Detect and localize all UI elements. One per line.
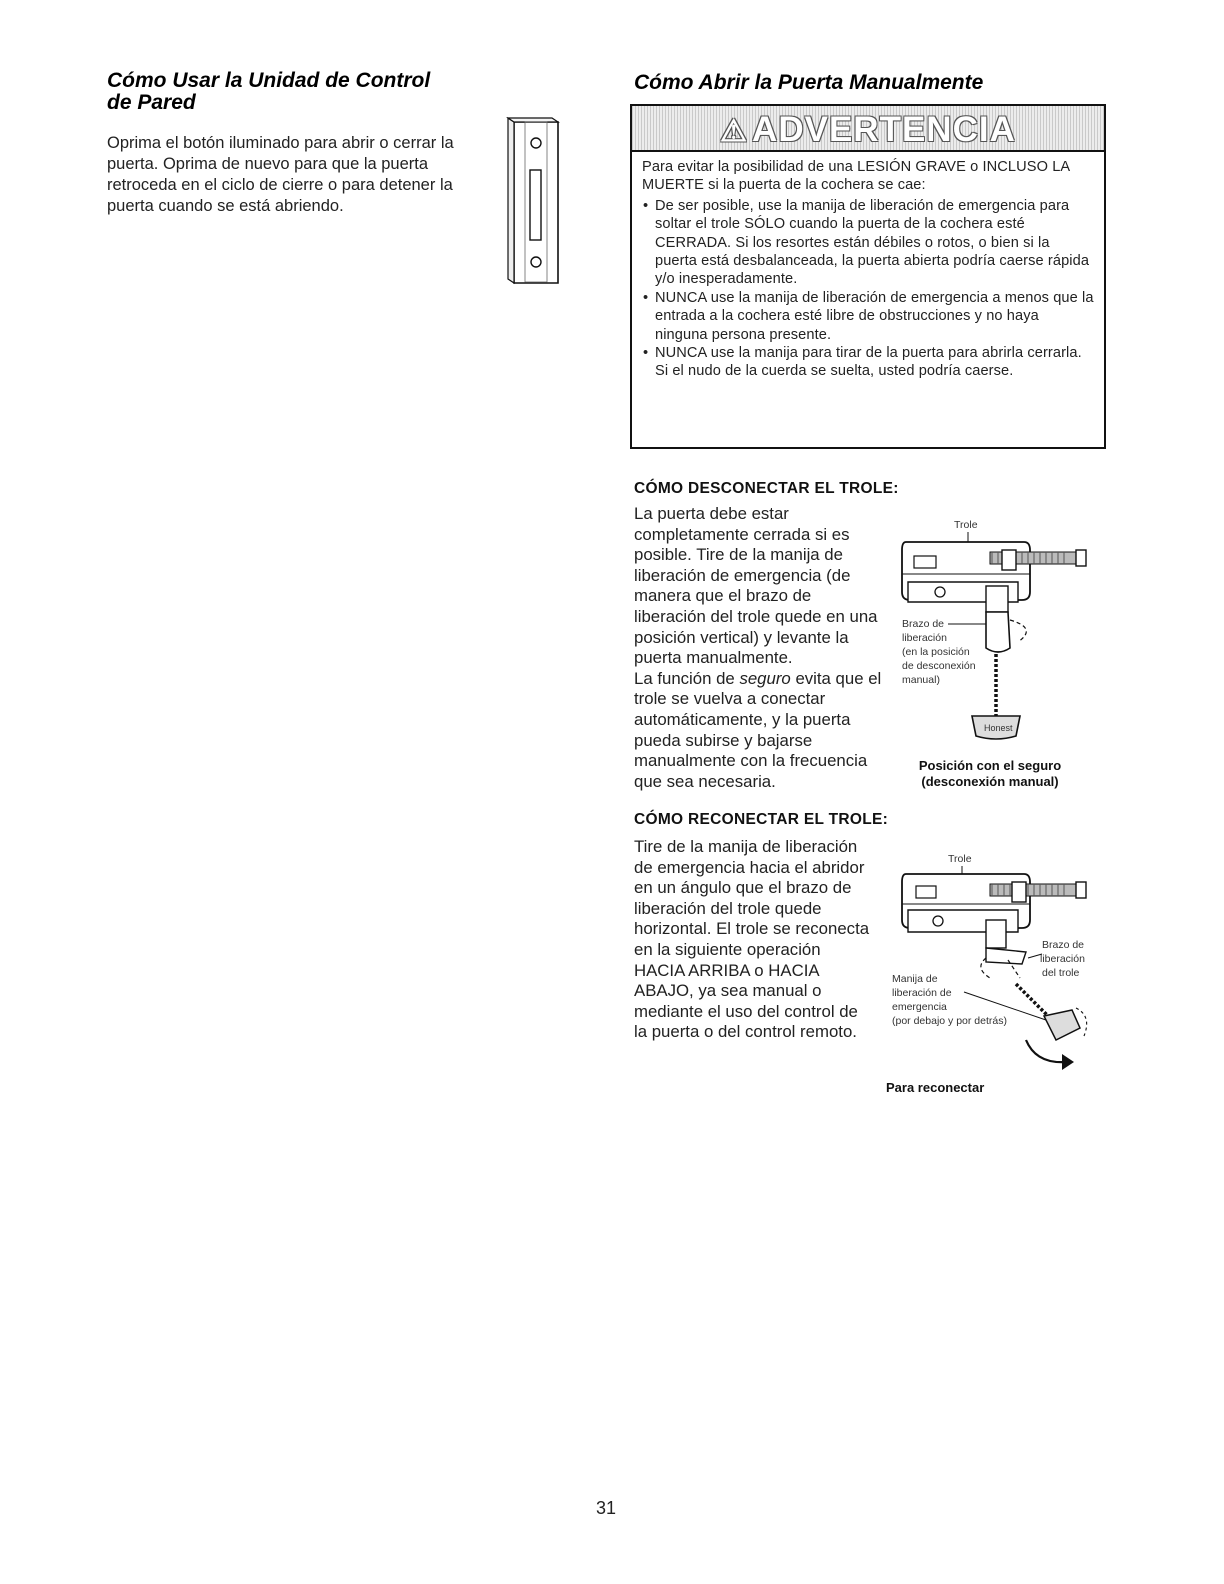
disconnect-text-b: La función de <box>634 668 735 688</box>
disconnect-fig-handle-text: Honest <box>984 723 1013 733</box>
reconnect-caption: Para reconectar <box>886 1080 985 1095</box>
disconnect-fig-arm-1: Brazo de <box>902 618 945 630</box>
warning-title <box>632 110 1104 150</box>
disconnect-caption-2: (desconexión manual) <box>921 774 1059 789</box>
disconnect-fig-arm-3: (en la posición <box>902 646 970 658</box>
disconnect-caption-1: Posición con el seguro <box>918 758 1062 773</box>
warning-box <box>630 104 1106 449</box>
reconnect-fig-arm-2: liberación <box>1040 953 1085 965</box>
disconnect-text <box>634 504 882 792</box>
disconnect-fig-trolley-label: Trole <box>954 519 978 531</box>
disconnect-heading: CÓMO DESCONECTAR EL TROLE: <box>634 480 899 497</box>
wall-control-illustration <box>500 115 570 290</box>
warning-bullet: • De ser posible, use la manija de liberación de emergencia para soltar el trole SÓLO cuando la puerta de la cochera esté CERRADA. Si los resortes están débiles o rotos, o bien si la puerta está desbalanceada, la puerta abierta podría caerse rápida y/o inesperadamente. <box>642 197 1094 289</box>
disconnect-fig-arm-4: de desconexión <box>902 660 976 672</box>
reconnect-figure <box>886 840 1101 1080</box>
wall-control-title-line2: de Pared <box>107 91 196 114</box>
manual-open-title: Cómo Abrir la Puerta Manualmente <box>634 71 984 94</box>
wall-control-title <box>107 70 527 114</box>
reconnect-heading: CÓMO RECONECTAR EL TROLE: <box>634 811 889 828</box>
disconnect-text-a: La puerta debe estar completamente cerrada si es posible. Tire de la manija de liberación de emergencia (de manera que el brazo de liberación del trole quede en una posición vertical) y levante la puerta manualmente. <box>634 504 878 668</box>
disconnect-fig-arm-5: manual) <box>902 674 940 686</box>
warning-bullet: • NUNCA use la manija de liberación de emergencia a menos que la entrada a la cochera esté libre de obstrucciones y no haya ninguna persona presente. <box>642 289 1094 344</box>
reconnect-fig-arm-1: Brazo de <box>1042 939 1085 951</box>
reconnect-fig-trolley-label: Trole <box>948 853 972 865</box>
warning-content <box>642 158 1094 381</box>
wall-control-title-line1: Cómo Usar la Unidad de Control <box>107 69 431 92</box>
reconnect-fig-arm-3: del trole <box>1042 967 1080 979</box>
warning-list <box>642 197 1094 381</box>
warning-bullet: • NUNCA use la manija para tirar de la puerta para abrirla cerrarla. Si el nudo de la cuerda se suelta, usted podría caerse. <box>642 344 1094 381</box>
disconnect-caption <box>890 758 1090 790</box>
reconnect-fig-handle-3: emergencia <box>892 1001 947 1013</box>
disconnect-fig-arm-2: liberación <box>902 632 947 644</box>
reconnect-text: Tire de la manija de liberación de emergencia hacia el abridor en un ángulo que el brazo de liberación del trole quede horizontal. El trole se reconecta en la siguiente operación HACIA ARRIBA o HACIA ABAJO, ya sea manual o mediante el uso del control de la puerta o del control remoto. <box>634 837 870 1042</box>
warning-intro: Para evitar la posibilidad de una LESIÓN GRAVE o INCLUSO LA MUERTE si la puerta de la cochera se cae: <box>642 159 1070 194</box>
disconnect-text-em: seguro <box>739 668 791 688</box>
reconnect-fig-handle-4: (por debajo y por detrás) <box>892 1015 1007 1027</box>
warning-title-text: ADVERTENCIA <box>752 110 1016 149</box>
disconnect-figure <box>888 510 1103 765</box>
warning-header <box>632 106 1104 152</box>
wall-control-body: Oprima el botón iluminado para abrir o cerrar la puerta. Oprima de nuevo para que la puerta retroceda en el ciclo de cierre o para detener la puerta cuando se está abriendo. <box>107 134 454 215</box>
reconnect-fig-handle-2: liberación de <box>892 987 952 999</box>
page-number: 31 <box>596 1498 617 1518</box>
warning-triangle-icon: ⚠ <box>720 115 749 148</box>
disconnect-text-c: evita que el trole se vuelva a conectar automáticamente, y la puerta pueda subirse y bajarse manualmente con la frecuencia que sea necesaria. <box>634 668 882 791</box>
reconnect-fig-handle-1: Manija de <box>892 973 938 985</box>
